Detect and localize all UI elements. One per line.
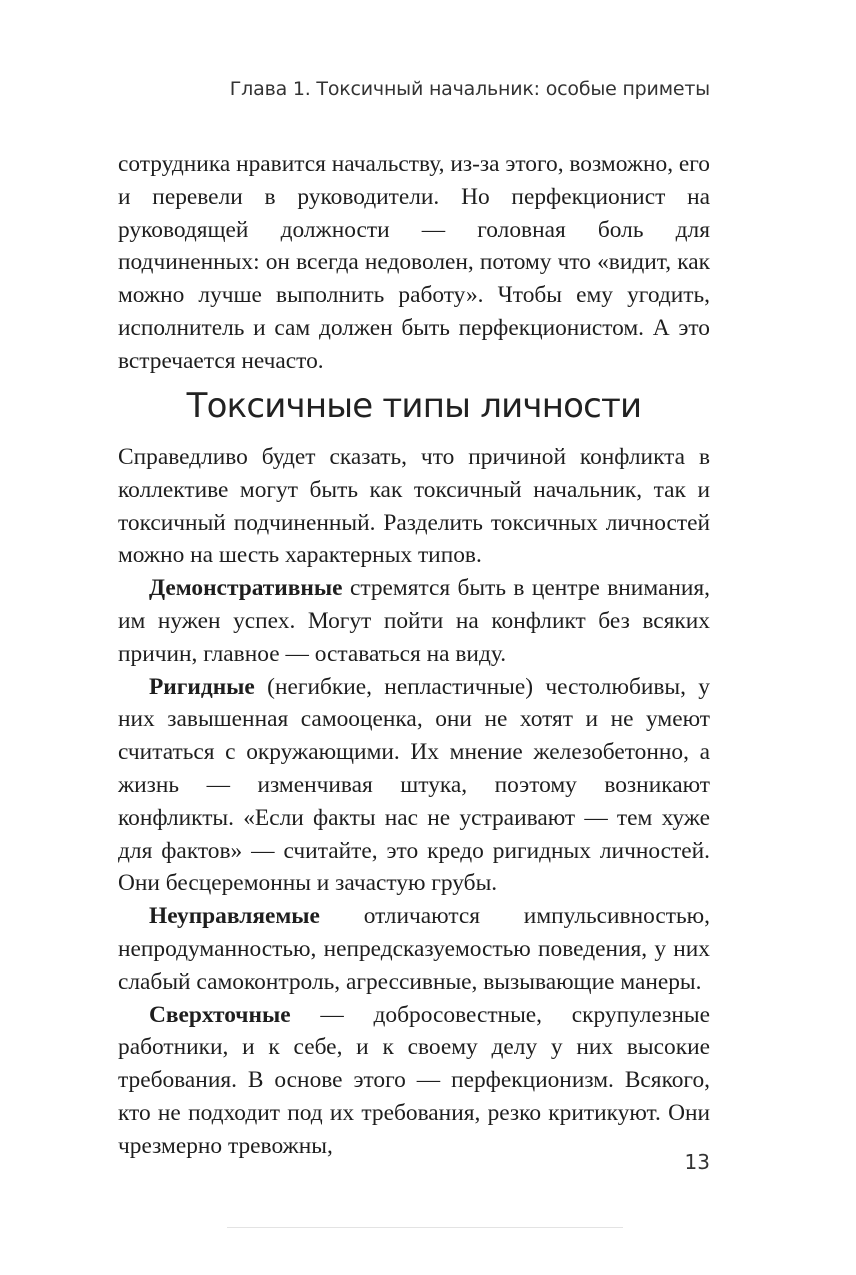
continuation-text: [118, 148, 710, 378]
type-description: стремятся быть в центре внимания, им нужен успех. Могут пойти на конфликт без всяких причин, главное — оставаться на виду.: [118, 575, 710, 667]
section-body: [118, 441, 710, 1163]
type-term: Сверхточные: [149, 1001, 291, 1028]
type-paragraph-overprecise: [118, 999, 710, 1163]
type-term: Ригидные: [149, 673, 255, 700]
type-description: (негибкие, непластичные) честолюбивы, у них завышенная самооценка, они не хотят и не умеют считаться с окружающими. Их мнение железобетонно, а жизнь — изменчивая штука, поэтому возникают конфликты. «Если факты нас не устраивают — тем хуже для фактов» — считайте, это кредо ригидных личностей. Они бесцеремонны и зачастую грубы.: [118, 673, 710, 897]
opening-paragraph: Справедливо будет сказать, что причиной конфликта в коллективе могут быть как токсичный начальник, так и токсичный подчиненный. Разделить токсичных личностей можно на шесть характерных типов.: [118, 444, 710, 569]
type-term: Демонстративные: [149, 575, 343, 602]
paragraph: сотрудника нравится начальству, из-за этого, возможно, его и перевели в руководители. Но перфекционист на руководящей должности — головная боль для подчиненных: он всегда недоволен, потому что «видит, как можно лучше выполнить работу». Чтобы ему угодить, исполнитель и сам должен быть перфекционистом. А это встречается нечасто.: [118, 151, 710, 374]
type-description: отличаются импульсивностью, непродуманностью, непредсказуемостью поведения, у них слабый самоконтроль, агрессивные, вызывающие манеры.: [118, 903, 710, 995]
type-paragraph-demonstrative: [118, 572, 710, 670]
page-number: 13: [684, 1150, 710, 1174]
type-term: Неуправляемые: [149, 903, 320, 930]
divider: [227, 1227, 623, 1228]
type-paragraph-uncontrollable: [118, 900, 710, 998]
type-description: — добросовестные, скрупулезные работники, и к себе, и к своему делу у них высокие требования. В основе этого — перфекционизм. Всякого, кто не подходит под их требования, резко критикуют. Они чрезмерно тревожны,: [118, 1001, 710, 1159]
type-paragraph-rigid: [118, 671, 710, 901]
running-header: Глава 1. Токсичный начальник: особые приметы: [229, 78, 710, 100]
section-title: Токсичные типы личности: [186, 386, 642, 426]
